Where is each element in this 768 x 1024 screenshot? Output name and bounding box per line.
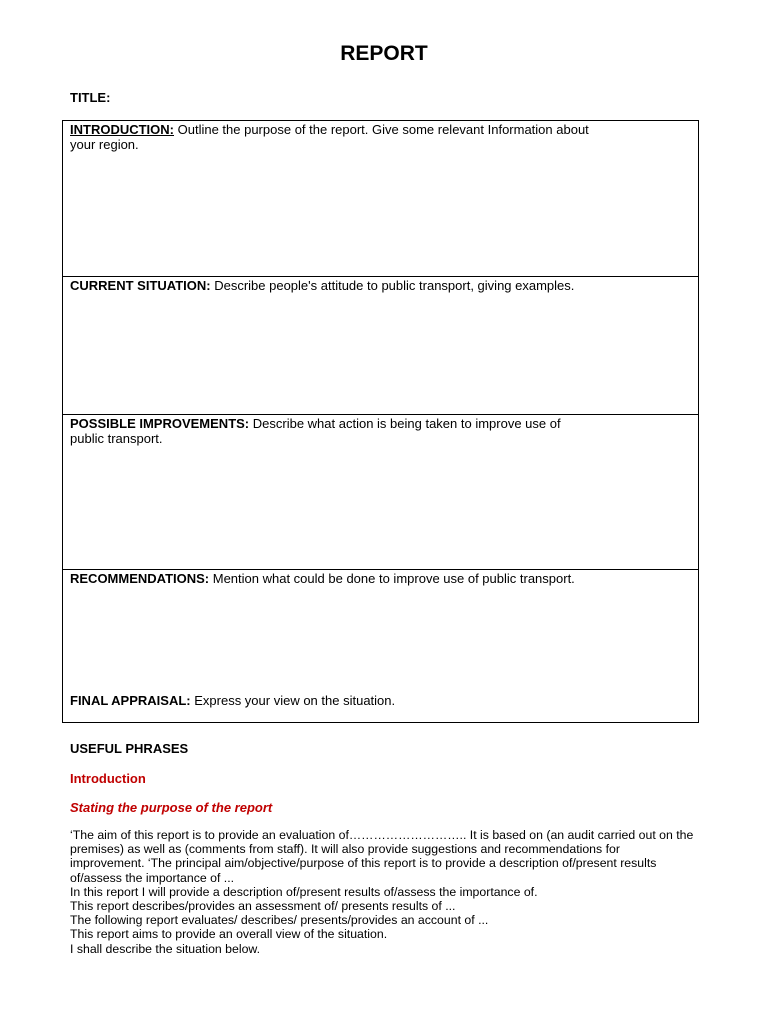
final-appraisal-text: Express your view on the situation. [190, 693, 396, 708]
phrases-paragraph: ‘The aim of this report is to provide an evaluation of……………………….. It is based on (an audit carried out on the premises) as well as (comments from staff). It will also provide suggestions and recommendations for improvement. ‘The principal aim/objective/purpose of this report is to provide a description of/present results of/assess the importance of ... [70, 828, 694, 885]
current-situation-text: Describe people's attitude to public transport, giving examples. [210, 278, 575, 293]
introduction-label: INTRODUCTION: [70, 122, 174, 137]
introduction-phrases-heading: Introduction [70, 771, 146, 786]
recommendations-box[interactable] [63, 569, 698, 722]
possible-improvements-box[interactable] [63, 414, 698, 570]
phrase-line: The following report evaluates/ describes/ presents/provides an account of ... [70, 913, 489, 928]
recommendations-prompt [70, 571, 690, 586]
possible-improvements-prompt [70, 416, 570, 446]
recommendations-text: Mention what could be done to improve use of public transport. [209, 571, 575, 586]
current-situation-prompt [70, 278, 690, 293]
phrase-line: In this report I will provide a description of/present results of/assess the importance of. [70, 884, 538, 899]
possible-improvements-label: POSSIBLE IMPROVEMENTS: [70, 416, 250, 431]
title-field-label: TITLE: [70, 90, 111, 105]
page-title: REPORT [340, 42, 428, 65]
phrases-block [70, 828, 695, 956]
purpose-subheading: Stating the purpose of the report [70, 800, 273, 815]
possible-improvements-text: Describe what action is being taken to improve use of public transport. [70, 416, 561, 446]
phrase-line: This report aims to provide an overall view of the situation. [70, 927, 388, 942]
phrase-line: I shall describe the situation below. [70, 941, 261, 956]
current-situation-box[interactable] [63, 276, 698, 415]
introduction-prompt [70, 122, 610, 152]
phrase-line: This report describes/provides an assessment of/ presents results of ... [70, 899, 456, 914]
recommendations-label: RECOMMENDATIONS: [70, 571, 210, 586]
final-appraisal-prompt [70, 693, 395, 708]
useful-phrases-heading: USEFUL PHRASES [70, 741, 189, 756]
final-appraisal-label: FINAL APPRAISAL: [70, 693, 191, 708]
report-frame [62, 120, 699, 723]
introduction-text: Outline the purpose of the report. Give some relevant Information about your region. [70, 122, 589, 152]
introduction-box[interactable] [63, 121, 698, 276]
current-situation-label: CURRENT SITUATION: [70, 278, 211, 293]
